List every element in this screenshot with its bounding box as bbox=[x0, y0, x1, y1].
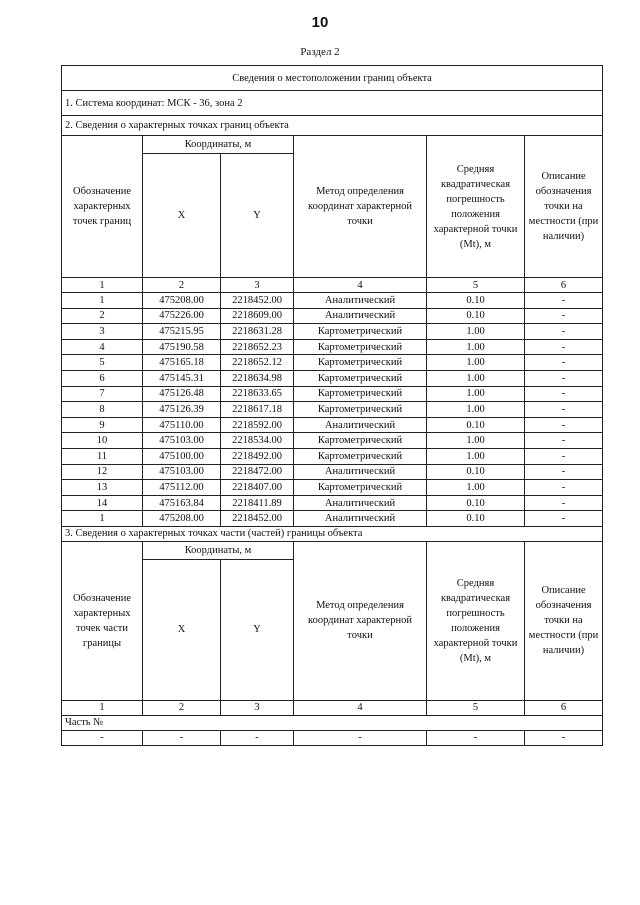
header-y: Y bbox=[221, 559, 294, 700]
table-row bbox=[62, 495, 603, 511]
coord-y: 2218407.00 bbox=[221, 480, 294, 496]
coord-y: 2218652.23 bbox=[221, 339, 294, 355]
point-number: 1 bbox=[62, 293, 143, 309]
method: Картометрический bbox=[294, 402, 427, 418]
coord-y: 2218609.00 bbox=[221, 308, 294, 324]
method: Картометрический bbox=[294, 324, 427, 340]
description: - bbox=[525, 355, 603, 371]
coord-x: 475100.00 bbox=[143, 448, 221, 464]
error-mt: 1.00 bbox=[427, 480, 525, 496]
header-description: Описание обозначения точки на местности (при наличии) bbox=[525, 541, 603, 700]
error-mt: 1.00 bbox=[427, 324, 525, 340]
coord-y: 2218492.00 bbox=[221, 448, 294, 464]
coord-x: 475208.00 bbox=[143, 511, 221, 527]
description: - bbox=[525, 417, 603, 433]
error-mt: 0.10 bbox=[427, 417, 525, 433]
col-number: 1 bbox=[62, 700, 143, 715]
method: Картометрический bbox=[294, 480, 427, 496]
header-coordinates: Координаты, м bbox=[143, 136, 294, 154]
coord-x: 475190.58 bbox=[143, 339, 221, 355]
header-y: Y bbox=[221, 154, 294, 278]
table-row bbox=[62, 293, 603, 309]
part-cell: - bbox=[221, 730, 294, 745]
section2-title: 2. Сведения о характерных точках границ объекта bbox=[62, 116, 603, 136]
coord-x: 475110.00 bbox=[143, 417, 221, 433]
method: Картометрический bbox=[294, 386, 427, 402]
point-number: 2 bbox=[62, 308, 143, 324]
part-cell: - bbox=[143, 730, 221, 745]
description: - bbox=[525, 464, 603, 480]
description: - bbox=[525, 448, 603, 464]
coord-x: 475103.00 bbox=[143, 464, 221, 480]
table-row bbox=[62, 417, 603, 433]
header-x: X bbox=[143, 559, 221, 700]
error-mt: 0.10 bbox=[427, 511, 525, 527]
coord-x: 475126.39 bbox=[143, 402, 221, 418]
coord-x: 475165.18 bbox=[143, 355, 221, 371]
description: - bbox=[525, 386, 603, 402]
coord-y: 2218633.65 bbox=[221, 386, 294, 402]
coord-x: 475208.00 bbox=[143, 293, 221, 309]
description: - bbox=[525, 480, 603, 496]
coord-y: 2218411.89 bbox=[221, 495, 294, 511]
coord-x: 475226.00 bbox=[143, 308, 221, 324]
col-number: 4 bbox=[294, 700, 427, 715]
table-row bbox=[62, 370, 603, 386]
section-label: Раздел 2 bbox=[300, 46, 340, 58]
error-mt: 1.00 bbox=[427, 402, 525, 418]
coordinate-system: 1. Система координат: МСК - 36, зона 2 bbox=[62, 91, 603, 116]
point-number: 12 bbox=[62, 464, 143, 480]
coord-y: 2218534.00 bbox=[221, 433, 294, 449]
method: Аналитический bbox=[294, 417, 427, 433]
description: - bbox=[525, 308, 603, 324]
table-title: Сведения о местоположении границ объекта bbox=[62, 66, 603, 91]
point-number: 3 bbox=[62, 324, 143, 340]
error-mt: 1.00 bbox=[427, 339, 525, 355]
table-row bbox=[62, 355, 603, 371]
method: Аналитический bbox=[294, 495, 427, 511]
description: - bbox=[525, 495, 603, 511]
error-mt: 1.00 bbox=[427, 370, 525, 386]
point-number: 13 bbox=[62, 480, 143, 496]
part-row bbox=[62, 730, 603, 745]
method: Аналитический bbox=[294, 511, 427, 527]
part-cell: - bbox=[62, 730, 143, 745]
point-number: 11 bbox=[62, 448, 143, 464]
table-row bbox=[62, 480, 603, 496]
method: Картометрический bbox=[294, 448, 427, 464]
description: - bbox=[525, 293, 603, 309]
method: Аналитический bbox=[294, 308, 427, 324]
error-mt: 0.10 bbox=[427, 495, 525, 511]
coord-y: 2218592.00 bbox=[221, 417, 294, 433]
point-number: 5 bbox=[62, 355, 143, 371]
header-point: Обозначение характерных точек границ bbox=[62, 136, 143, 278]
description: - bbox=[525, 511, 603, 527]
part-label: Часть № bbox=[62, 715, 603, 730]
header-coordinates: Координаты, м bbox=[143, 541, 294, 559]
method: Картометрический bbox=[294, 370, 427, 386]
coord-x: 475215.95 bbox=[143, 324, 221, 340]
column-numbers-row bbox=[62, 700, 603, 715]
error-mt: 1.00 bbox=[427, 433, 525, 449]
table-row bbox=[62, 464, 603, 480]
header-description: Описание обозначения точки на местности (при наличии) bbox=[525, 136, 603, 278]
header-point: Обозначение характерных точек части границы bbox=[62, 541, 143, 700]
table-row bbox=[62, 386, 603, 402]
method: Картометрический bbox=[294, 355, 427, 371]
header-x: X bbox=[143, 154, 221, 278]
error-mt: 1.00 bbox=[427, 448, 525, 464]
col-number: 3 bbox=[221, 700, 294, 715]
coord-x: 475126.48 bbox=[143, 386, 221, 402]
col-number: 6 bbox=[525, 278, 603, 293]
table-row bbox=[62, 402, 603, 418]
part-cell: - bbox=[427, 730, 525, 745]
point-number: 6 bbox=[62, 370, 143, 386]
description: - bbox=[525, 324, 603, 340]
description: - bbox=[525, 339, 603, 355]
boundary-table bbox=[61, 65, 603, 746]
table-row bbox=[62, 511, 603, 527]
error-mt: 0.10 bbox=[427, 308, 525, 324]
coord-x: 475112.00 bbox=[143, 480, 221, 496]
error-mt: 0.10 bbox=[427, 464, 525, 480]
coord-x: 475145.31 bbox=[143, 370, 221, 386]
part-cell: - bbox=[525, 730, 603, 745]
col-number: 5 bbox=[427, 700, 525, 715]
error-mt: 1.00 bbox=[427, 386, 525, 402]
coord-y: 2218452.00 bbox=[221, 293, 294, 309]
point-number: 9 bbox=[62, 417, 143, 433]
description: - bbox=[525, 433, 603, 449]
method: Аналитический bbox=[294, 464, 427, 480]
method: Картометрический bbox=[294, 339, 427, 355]
method: Картометрический bbox=[294, 433, 427, 449]
description: - bbox=[525, 370, 603, 386]
col-number: 2 bbox=[143, 278, 221, 293]
coord-y: 2218634.98 bbox=[221, 370, 294, 386]
coord-y: 2218452.00 bbox=[221, 511, 294, 527]
header-error: Средняя квадратическая погрешность положения характерной точки (Mt), м bbox=[427, 541, 525, 700]
point-number: 4 bbox=[62, 339, 143, 355]
col-number: 4 bbox=[294, 278, 427, 293]
col-number: 5 bbox=[427, 278, 525, 293]
part-cell: - bbox=[294, 730, 427, 745]
coord-y: 2218652.12 bbox=[221, 355, 294, 371]
description: - bbox=[525, 402, 603, 418]
table-row bbox=[62, 448, 603, 464]
point-number: 1 bbox=[62, 511, 143, 527]
error-mt: 1.00 bbox=[427, 355, 525, 371]
method: Аналитический bbox=[294, 293, 427, 309]
table-row bbox=[62, 339, 603, 355]
header-method: Метод определения координат характерной точки bbox=[294, 541, 427, 700]
coord-y: 2218617.18 bbox=[221, 402, 294, 418]
page-number: 10 bbox=[311, 14, 329, 31]
table-row bbox=[62, 433, 603, 449]
col-number: 2 bbox=[143, 700, 221, 715]
header-method: Метод определения координат характерной точки bbox=[294, 136, 427, 278]
table-row bbox=[62, 308, 603, 324]
header-error: Средняя квадратическая погрешность положения характерной точки (Mt), м bbox=[427, 136, 525, 278]
col-number: 3 bbox=[221, 278, 294, 293]
point-number: 7 bbox=[62, 386, 143, 402]
coord-x: 475163.84 bbox=[143, 495, 221, 511]
section3-title: 3. Сведения о характерных точках части (частей) границы объекта bbox=[62, 526, 603, 541]
table-row bbox=[62, 324, 603, 340]
column-numbers-row bbox=[62, 278, 603, 293]
col-number: 6 bbox=[525, 700, 603, 715]
point-number: 8 bbox=[62, 402, 143, 418]
coord-y: 2218472.00 bbox=[221, 464, 294, 480]
point-number: 10 bbox=[62, 433, 143, 449]
point-number: 14 bbox=[62, 495, 143, 511]
col-number: 1 bbox=[62, 278, 143, 293]
coord-x: 475103.00 bbox=[143, 433, 221, 449]
coord-y: 2218631.28 bbox=[221, 324, 294, 340]
error-mt: 0.10 bbox=[427, 293, 525, 309]
